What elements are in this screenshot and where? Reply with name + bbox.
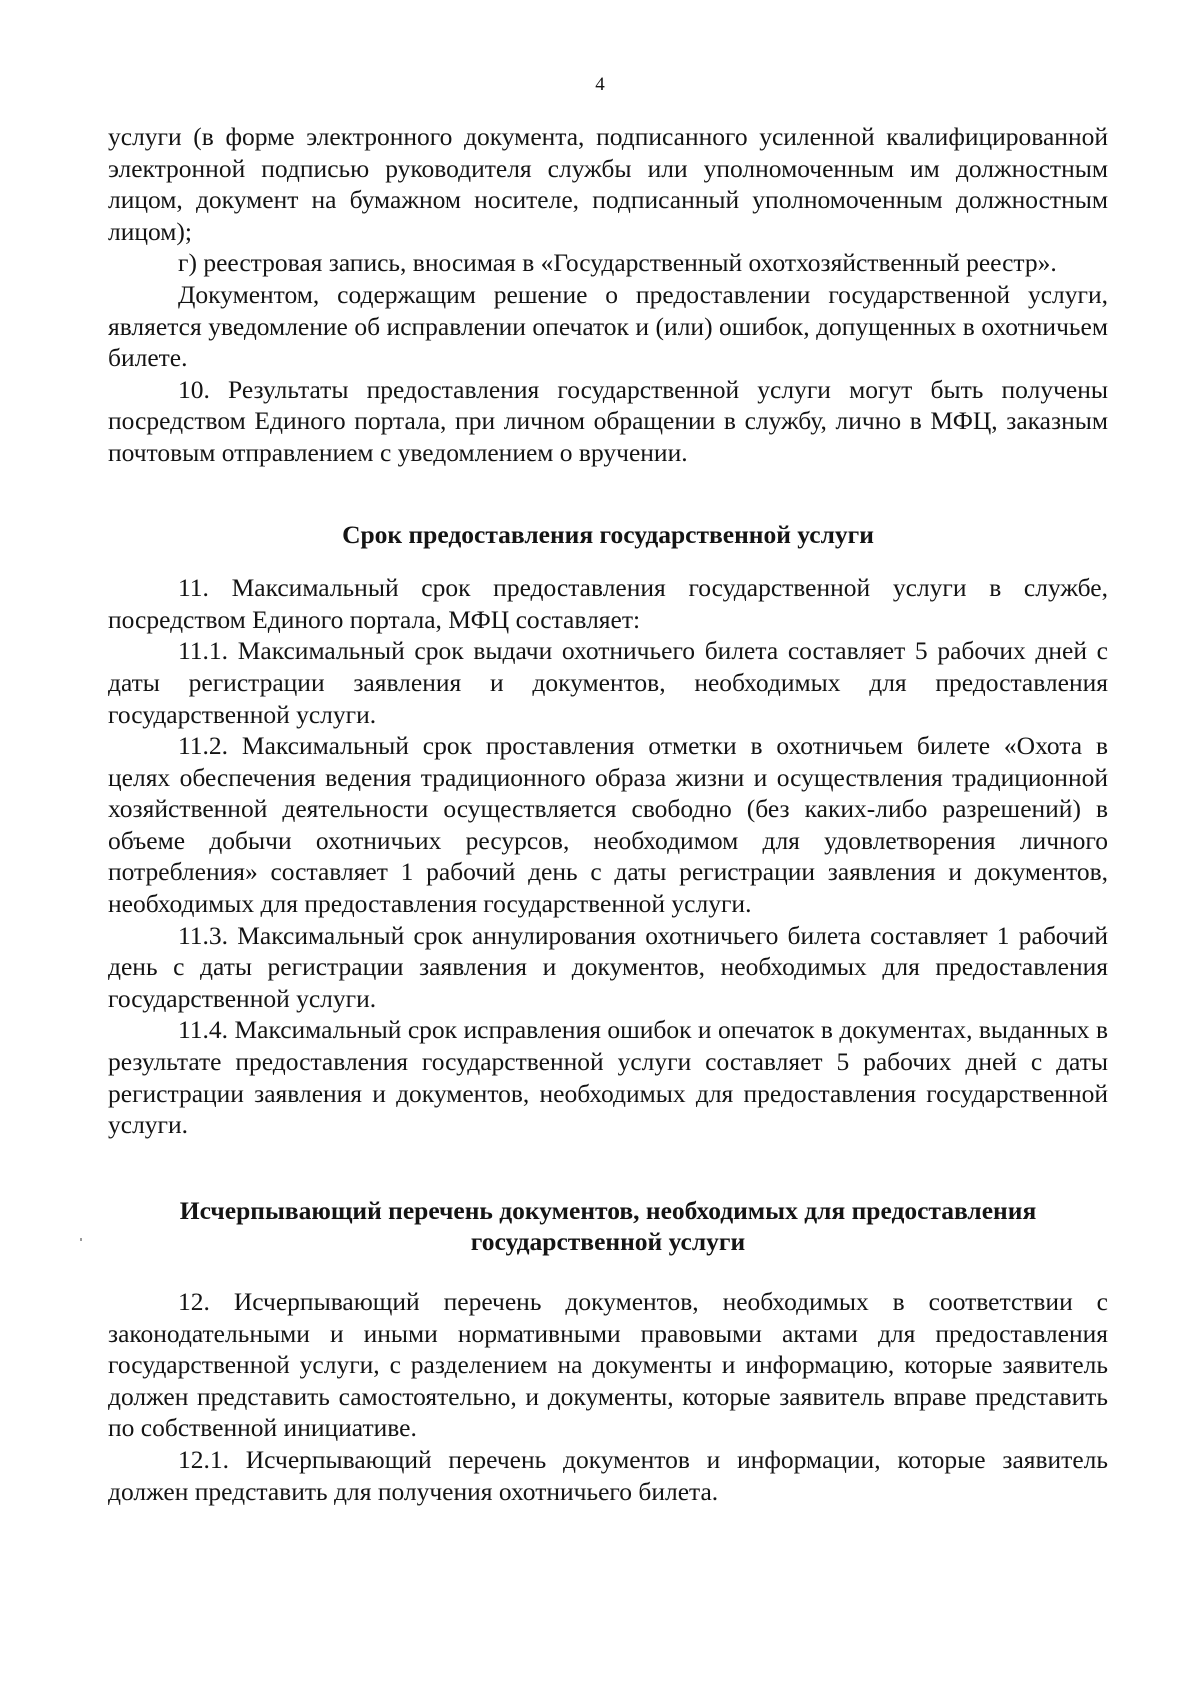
- page-number: 4: [595, 74, 605, 95]
- document-body: [108, 121, 1108, 1507]
- section-heading-documents-list-line-2: государственной услуги: [470, 1227, 746, 1257]
- paragraph-12-1-applicant-documents: 12.1. Исчерпывающий перечень документов и информации, которые заявитель должен представить для получения охотничьего билета.: [108, 1444, 1108, 1506]
- paragraph-decision-document: Документом, содержащим решение о предоставлении государственной услуги, является уведомление об исправлении опечаток и (или) ошибок, допущенных в охотничьем билете.: [108, 279, 1108, 373]
- paragraph-10-results-delivery: 10. Результаты предоставления государственной услуги могут быть получены посредством Единого портала, при личном обращении в службу, лично в МФЦ, заказным почтовым отправлением с уведомлением о вручении.: [108, 374, 1108, 467]
- paragraph-11-1-ticket-issue: 11.1. Максимальный срок выдачи охотничьего билета составляет 5 рабочих дней с даты регистрации заявления и документов, необходимых для предоставления государственной услуги.: [108, 636, 1108, 729]
- paragraph-service-result-continuation: услуги (в форме электронного документа, подписанного усиленной квалифицированной электронной подписью руководителя службы или уполномоченным им должностным лицом, документ на бумажном носителе, подписанный уполномоченным должностным лицом);: [108, 122, 1108, 246]
- paragraph-11-max-term: 11. Максимальный срок предоставления государственной услуги в службе, посредством Единого портала, МФЦ составляет:: [108, 573, 1108, 634]
- paragraph-12-documents-list: 12. Исчерпывающий перечень документов, необходимых в соответствии с законодательными и иными нормативными правовыми актами для предоставления государственной услуги, с разделением на документы и информацию, которые заявитель должен представить самостоятельно, и документы, которые заявитель вправе представить по собственной инициативе.: [108, 1287, 1108, 1443]
- paragraph-registry-entry: г) реестровая запись, вносимая в «Государственный охотхозяйственный реестр».: [178, 248, 1057, 278]
- section-heading-service-term: Срок предоставления государственной услуги: [342, 519, 874, 549]
- section-heading-documents-list-line-1: Исчерпывающий перечень документов, необходимых для предоставления: [179, 1195, 1037, 1225]
- paragraph-11-3-ticket-cancel: 11.3. Максимальный срок аннулирования охотничьего билета составляет 1 рабочий день с даты регистрации заявления и документов, необходимых для предоставления государственной услуги.: [108, 920, 1108, 1013]
- section-heading-documents-list: [108, 1195, 1108, 1258]
- paragraph-11-4-error-correction: 11.4. Максимальный срок исправления ошибок и опечаток в документах, выданных в результате предоставления государственной услуги составляет 5 рабочих дней с даты регистрации заявления и документов, необходимых для предоставления государственной услуги.: [108, 1015, 1108, 1140]
- paragraph-11-2-ticket-mark: 11.2. Максимальный срок проставления отметки в охотничьем билете «Охота в целях обеспечения ведения традиционного образа жизни и осуществления традиционной хозяйственной деятельности осуществляется свободно (без каких-либо разрешений) в объеме добычи охотничьих ресурсов, необходимом для удовлетворения личного потребления» составляет 1 рабочий день с даты регистрации заявления и документов, необходимых для предоставления государственной услуги.: [108, 731, 1108, 919]
- scan-artifact: [80, 1238, 82, 1241]
